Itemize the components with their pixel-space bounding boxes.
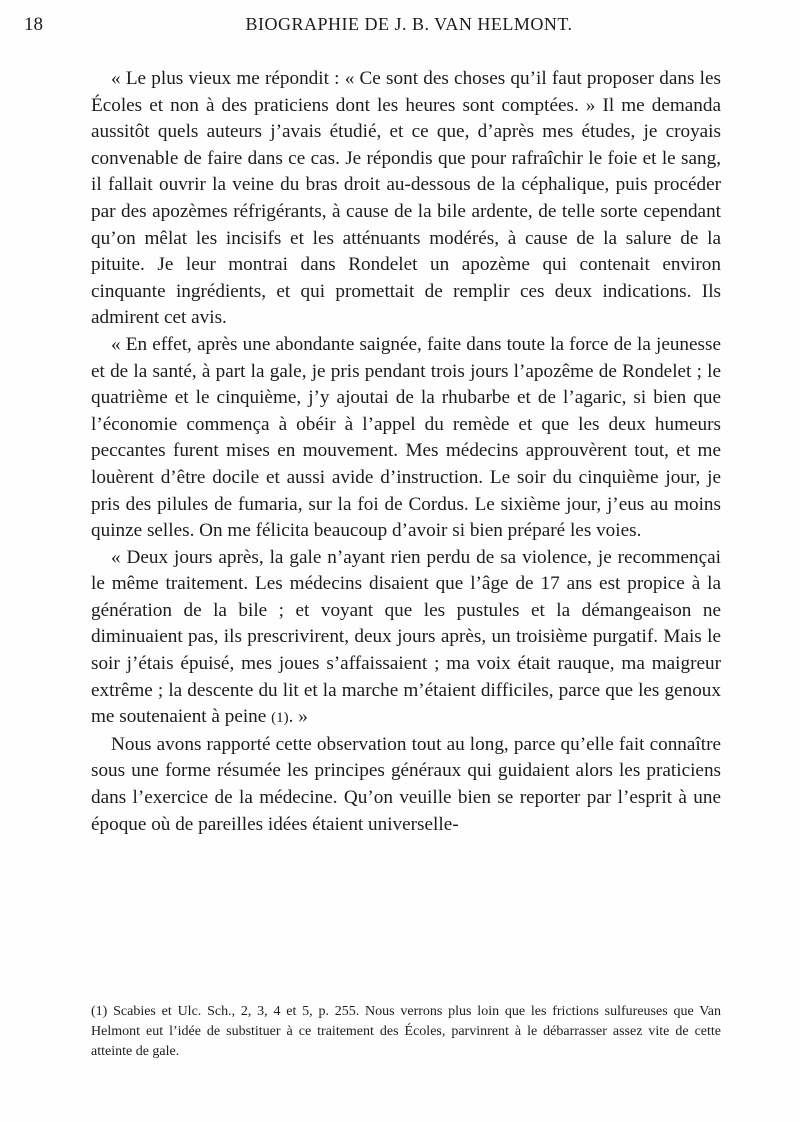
paragraph-text: « Deux jours après, la gale n’ayant rien perdu de sa violence, je recommençai le même traitement. Les médecins disaient que l’âge de 17 ans est propice à la génération de la bile ; et voyant que les pustules et la démangeaison ne diminuaient pas, ils prescrivirent, deux jours après, un troisième purgatif. Mais le soir j’étais épuisé, mes joues s’affaissaient ; ma voix était rauque, ma maigreur extrême ; la descente du lit et la marche m’étaient difficiles, parce que les genoux me soutenaient à peine bbox=[91, 546, 721, 728]
paragraph: « Le plus vieux me répondit : « Ce sont des choses qu’il faut proposer dans les Écoles et non à des praticiens dont les heures sont comptées. » Il me demanda aussitôt quels auteurs j’avais étudié, et ce que, d’après mes études, je croyais convenable de faire dans ce cas. Je répondis que pour rafraîchir le foie et le sang, il fallait ouvrir la veine du bras droit au-dessous de la céphalique, puis procéder par des apozèmes réfrigérants, à cause de la bile ardente, de telle sorte cependant qu’on mêlat les incisifs et les atténuants modérés, à cause de la salure de la pituite. Je leur montrai dans Rondelet un apozème qui contenait environ cinquante ingrédients, et qui promettait de remplir ces deux indications. Ils admirent cet avis. bbox=[91, 68, 721, 329]
paragraph: « En effet, après une abondante saignée, faite dans toute la force de la jeunesse et de la santé, à part la gale, je pris pendant trois jours l’apozême de Rondelet ; le quatrième et le cinquième, j’y ajoutai de la rhubarbe et de l’agaric, si bien que l’économie commença à obéir à l’appel du remède et que les deux humeurs peccantes furent mises en mouvement. Mes médecins approuvèrent tout, et me louèrent d’être docile et aussi avide d’instruction. Le soir du cinquième jour, je pris des pilules de fumaria, sur la foi de Cordus. Le sixième jour, j’eus au moins quinze selles. On me félicita beaucoup d’avoir si bien préparé les voies. bbox=[91, 333, 721, 542]
footnotes bbox=[91, 1002, 721, 1062]
footnote-reference: (1) bbox=[271, 710, 289, 727]
footnote: (1) Scabies et Ulc. Sch., 2, 3, 4 et 5, p. 255. Nous verrons plus loin que les frictions sulfureuses que Van Helmont eut l’idée de substituer à ce traitement des Écoles, parvinrent à le débarrasser assez vite de cette atteinte de gale. bbox=[91, 1004, 721, 1059]
paragraph: Nous avons rapporté cette observation tout au long, parce qu’elle fait connaître sous une forme résumée les principes généraux qui guidaient alors les praticiens dans l’exercice de la médecine. Qu’on veuille bien se reporter par l’esprit à une époque où de pareilles idées étaient universelle- bbox=[91, 733, 721, 835]
running-head bbox=[24, 14, 724, 40]
paragraph: « Deux jours après, la gale n’ayant rien perdu de sa violence, je recommençai le même traitement. Les médecins disaient que l’âge de 17 ans est propice à la génération de la bile ; et voyant que les pustules et la démangeaison ne diminuaient pas, ils prescrivirent, deux jours après, un troisième purgatif. Mais le soir j’étais épuisé, mes joues s’affaissaient ; ma voix était rauque, ma maigreur extrême ; la descente du lit et la marche m’étaient difficiles, parce que les genoux me soutenaient à peine (1). » bbox=[91, 546, 721, 728]
running-title: BIOGRAPHIE DE J. B. VAN HELMONT. bbox=[245, 14, 573, 34]
body-text bbox=[91, 66, 721, 838]
closing-quote: » bbox=[298, 706, 308, 728]
page-number: 18 bbox=[24, 14, 43, 35]
